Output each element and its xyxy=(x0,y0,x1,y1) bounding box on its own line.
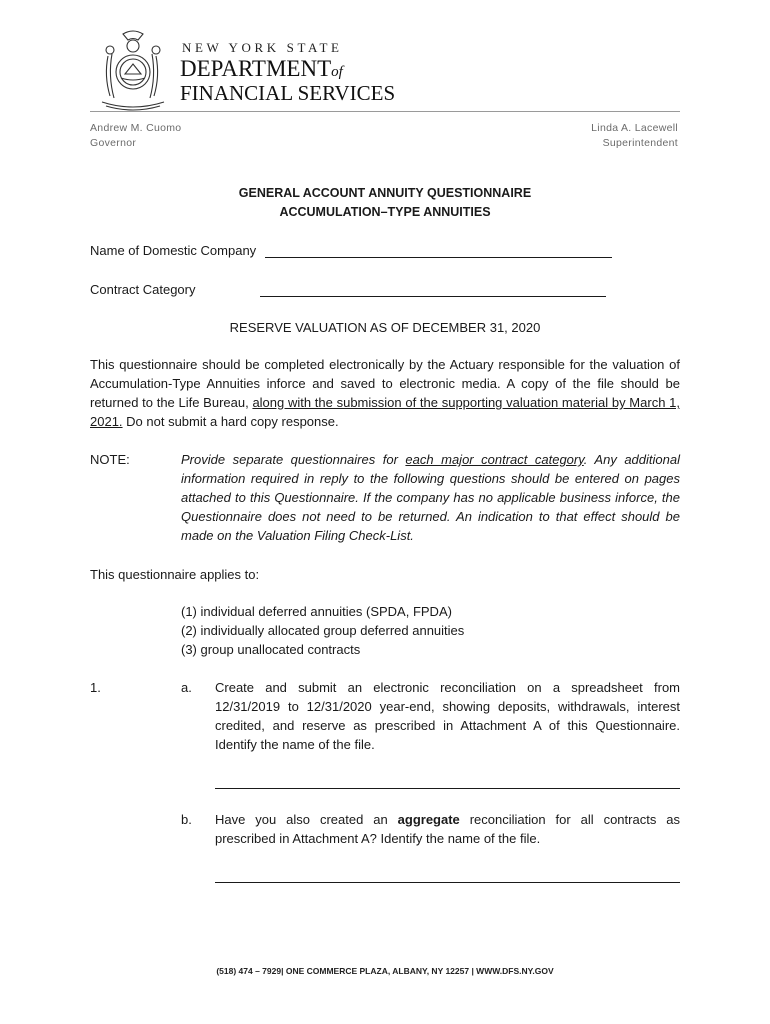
superintendent-name: Linda A. Lacewell xyxy=(591,122,678,134)
company-name-label: Name of Domestic Company xyxy=(90,243,257,258)
question-number: 1. xyxy=(90,680,101,695)
applies-item: (2) individually allocated group deferred annuities xyxy=(181,623,465,638)
footer-contact: (518) 474 – 7929| ONE COMMERCE PLAZA, ALBANY, NY 12257 | WWW.DFS.NY.GOV xyxy=(216,966,554,976)
note-label: NOTE: xyxy=(90,452,130,467)
question-1b-letter: b. xyxy=(181,812,192,827)
applies-item: (3) group unallocated contracts xyxy=(181,642,361,657)
document-title: GENERAL ACCOUNT ANNUITY QUESTIONNAIRE xyxy=(238,186,532,200)
aggregate-emphasis: aggregate xyxy=(397,812,460,827)
intro-deadline: along with the submission of the supporting valuation material by March 1, 2021. xyxy=(90,395,680,429)
org-line-1: NEW YORK STATE xyxy=(182,40,343,55)
question-1b-answer-field[interactable] xyxy=(215,882,680,883)
nys-seal-logo xyxy=(90,26,176,112)
org-line-3: FINANCIAL SERVICES xyxy=(180,81,396,105)
contract-category-field[interactable] xyxy=(260,296,606,297)
question-1a-letter: a. xyxy=(181,680,192,695)
reserve-valuation-heading: RESERVE VALUATION AS OF DECEMBER 31, 2020 xyxy=(229,320,541,335)
header-divider xyxy=(90,111,680,112)
question-1a-answer-field[interactable] xyxy=(215,788,680,789)
document-subtitle: ACCUMULATION–TYPE ANNUITIES xyxy=(279,205,491,219)
company-name-field[interactable] xyxy=(265,257,612,258)
applies-to-label: This questionnaire applies to: xyxy=(90,567,260,582)
superintendent-title: Superintendent xyxy=(602,137,678,149)
applies-item: (1) individual deferred annuities (SPDA, FPDA) xyxy=(181,604,452,619)
question-1a-text: Create and submit an electronic reconciliation on a spreadsheet from 12/31/2019 to 12/31/2020 year-end, showing deposits, withdrawals, interest credited, and reserve as prescribed in Attachment A of this Questionnaire. Identify the name of the file. xyxy=(215,680,680,752)
governor-title: Governor xyxy=(90,137,137,149)
intro-paragraph: This questionnaire should be completed electronically by the Actuary responsible for the valuation of Accumulation-Type Annuities inforce and saved to electronic media. A copy of the file should be returned to the Life Bureau, along with the submission of the supporting valuation material by March 1, 2021. Do not submit a hard copy response. xyxy=(90,357,680,429)
note-text: Provide separate questionnaires for each major contract category. Any additional information required in reply to the following questions should be entered on pages attached to this Questionnaire. If the company has no applicable business inforce, the Questionnaire does not need to be returned. An indication to that effect should be made on the Valuation Filing Check-List. xyxy=(181,452,680,543)
question-1b-text: Have you also created an aggregate reconciliation for all contracts as prescribed in Attachment A? Identify the name of the file. xyxy=(215,812,680,846)
governor-name: Andrew M. Cuomo xyxy=(90,122,182,134)
contract-category-label: Contract Category xyxy=(90,282,196,297)
org-line-2: DEPARTMENTof xyxy=(180,56,343,81)
